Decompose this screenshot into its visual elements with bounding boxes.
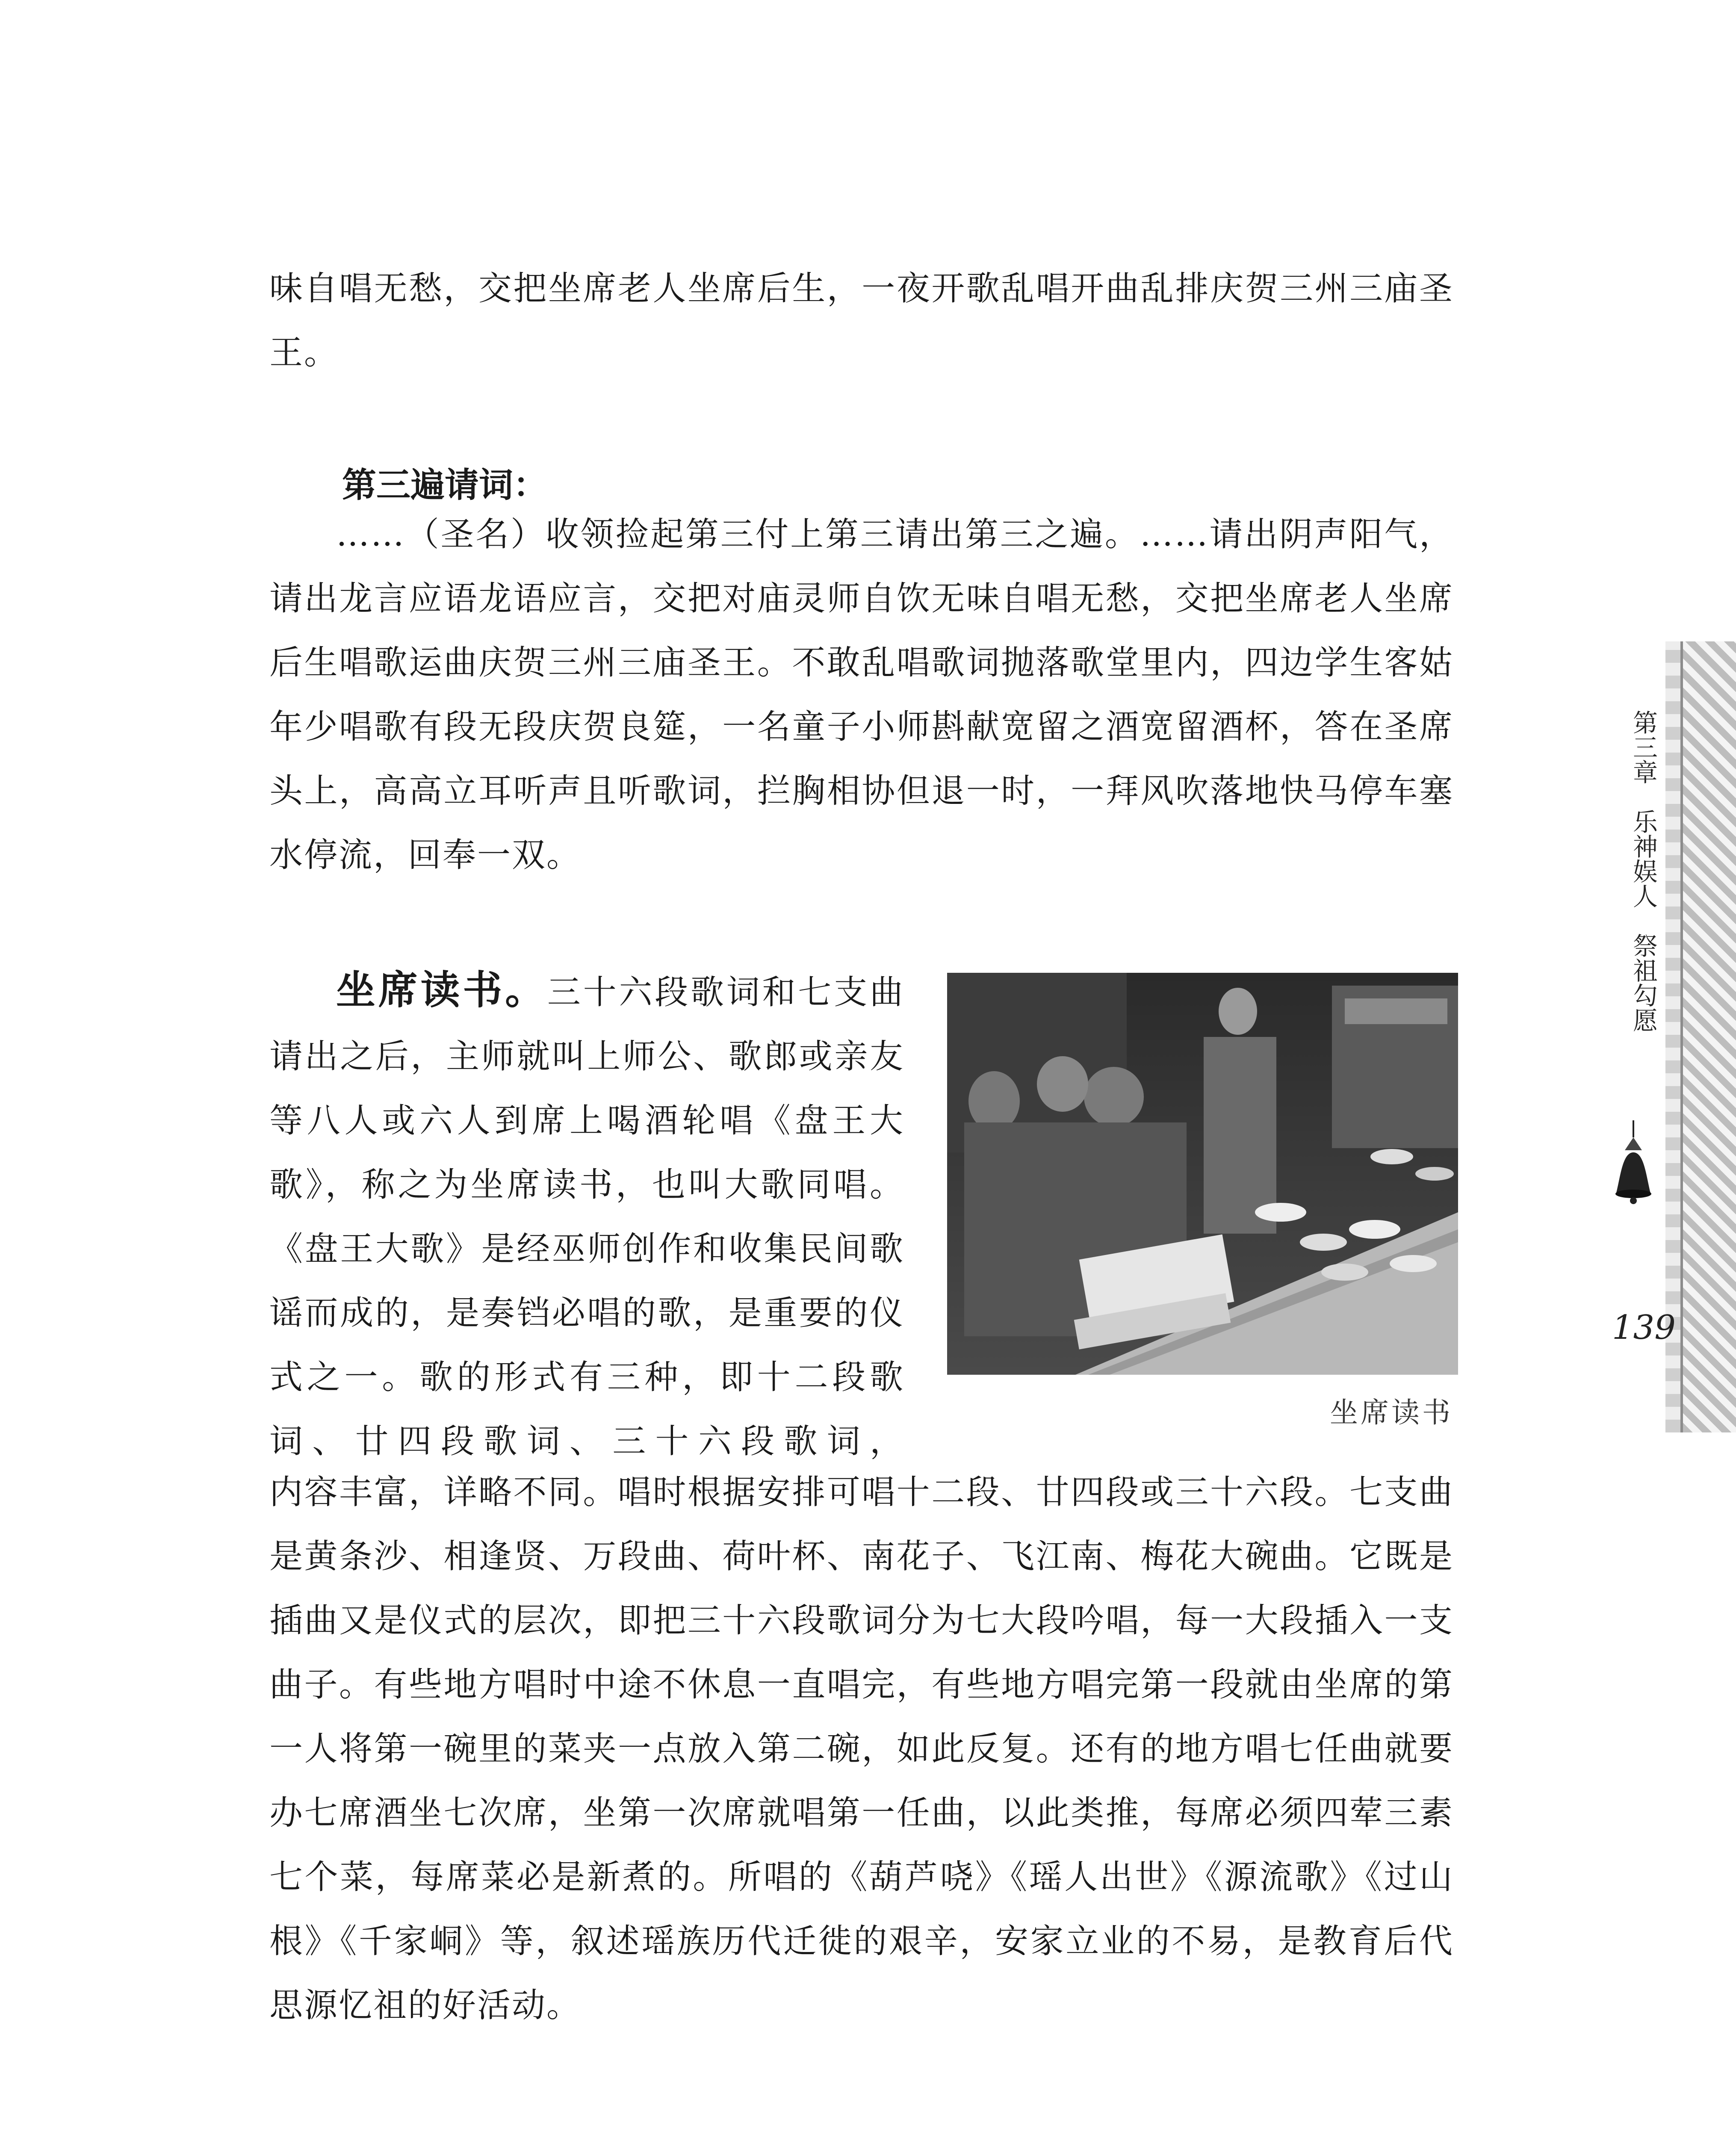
sitting-reading-photo: [947, 973, 1458, 1375]
page-number: 139: [1612, 1308, 1676, 1347]
section-paragraph: ……（圣名）收领捡起第三付上第三请出第三之遍。……请出阴声阳气，请出龙言应语龙语应言，交把对庙灵师自饮无味自唱无愁，交把坐席老人坐席后生唱歌运曲庆贺三州三庙圣王。不敢乱唱歌词抛落歌堂里内，四边学生客姑年少唱歌有段无段庆贺良筵，一名童子小师斟献宽留之酒宽留酒杯，答在圣席头上，高高立耳听声且听歌词，拦胸相协但退一时，一拜风吹落地快马停车塞水停流，回奉一双。: [269, 515, 1454, 874]
photo-caption: 坐席读书: [1330, 1396, 1453, 1429]
bell-graphic: [1612, 1120, 1655, 1206]
bell-icon: [1612, 1120, 1655, 1206]
reading-lead: 坐席读书。: [336, 967, 547, 1013]
reading-continuation: 内容丰富，详略不同。唱时根据安排可唱十二段、廿四段或三十六段。七支曲是黄条沙、相逢贤、万段曲、荷叶杯、南花子、飞江南、梅花大碗曲。它既是插曲又是仪式的层次，即把三十六段歌词分为七大段吟唱，每一大段插入一支曲子。有些地方唱时中途不休息一直唱完，有些地方唱完第一段就由坐席的第一人将第一碗里的菜夹一点放入第二碗，如此反复。还有的地方唱七任曲就要办七席酒坐七次席，坐第一次席就唱第一任曲，以此类推，每席必须四荤三素七个菜，每席菜必是新煮的。所唱的《葫芦哓》《瑶人出世》《源流歌》《过山根》《千家峒》等，叙述瑶族历代迁徙的艰辛，安家立业的不易，是教育后代思源忆祖的好活动。: [269, 1473, 1454, 2025]
photo-illustration: [947, 973, 1458, 1375]
section-heading: 第三遍请词：: [342, 465, 547, 505]
top-paragraph: 味自唱无愁，交把坐席老人坐席后生，一夜开歌乱唱开曲乱排庆贺三州三庙圣王。: [269, 269, 1454, 372]
side-decorative-border: [1680, 641, 1736, 1432]
reading-intro-paragraph: [269, 958, 904, 1474]
reading-wrap-text: 三十六段歌词和七支曲请出之后，主师就叫上师公、歌郎或亲友等八人或六人到席上喝酒轮唱《盘王大歌》，称之为坐席读书，也叫大歌同唱。《盘王大歌》是经巫师创作和收集民间歌谣而成的，是奏铛必唱的歌，是重要的仪式之一。歌的形式有三种，即十二段歌词、廿四段歌词、三十六段歌词，: [269, 973, 904, 1461]
reading-intro: [269, 958, 904, 1474]
chapter-title: 第三章 乐神娱人 祭祖勾愿: [1629, 710, 1658, 1032]
